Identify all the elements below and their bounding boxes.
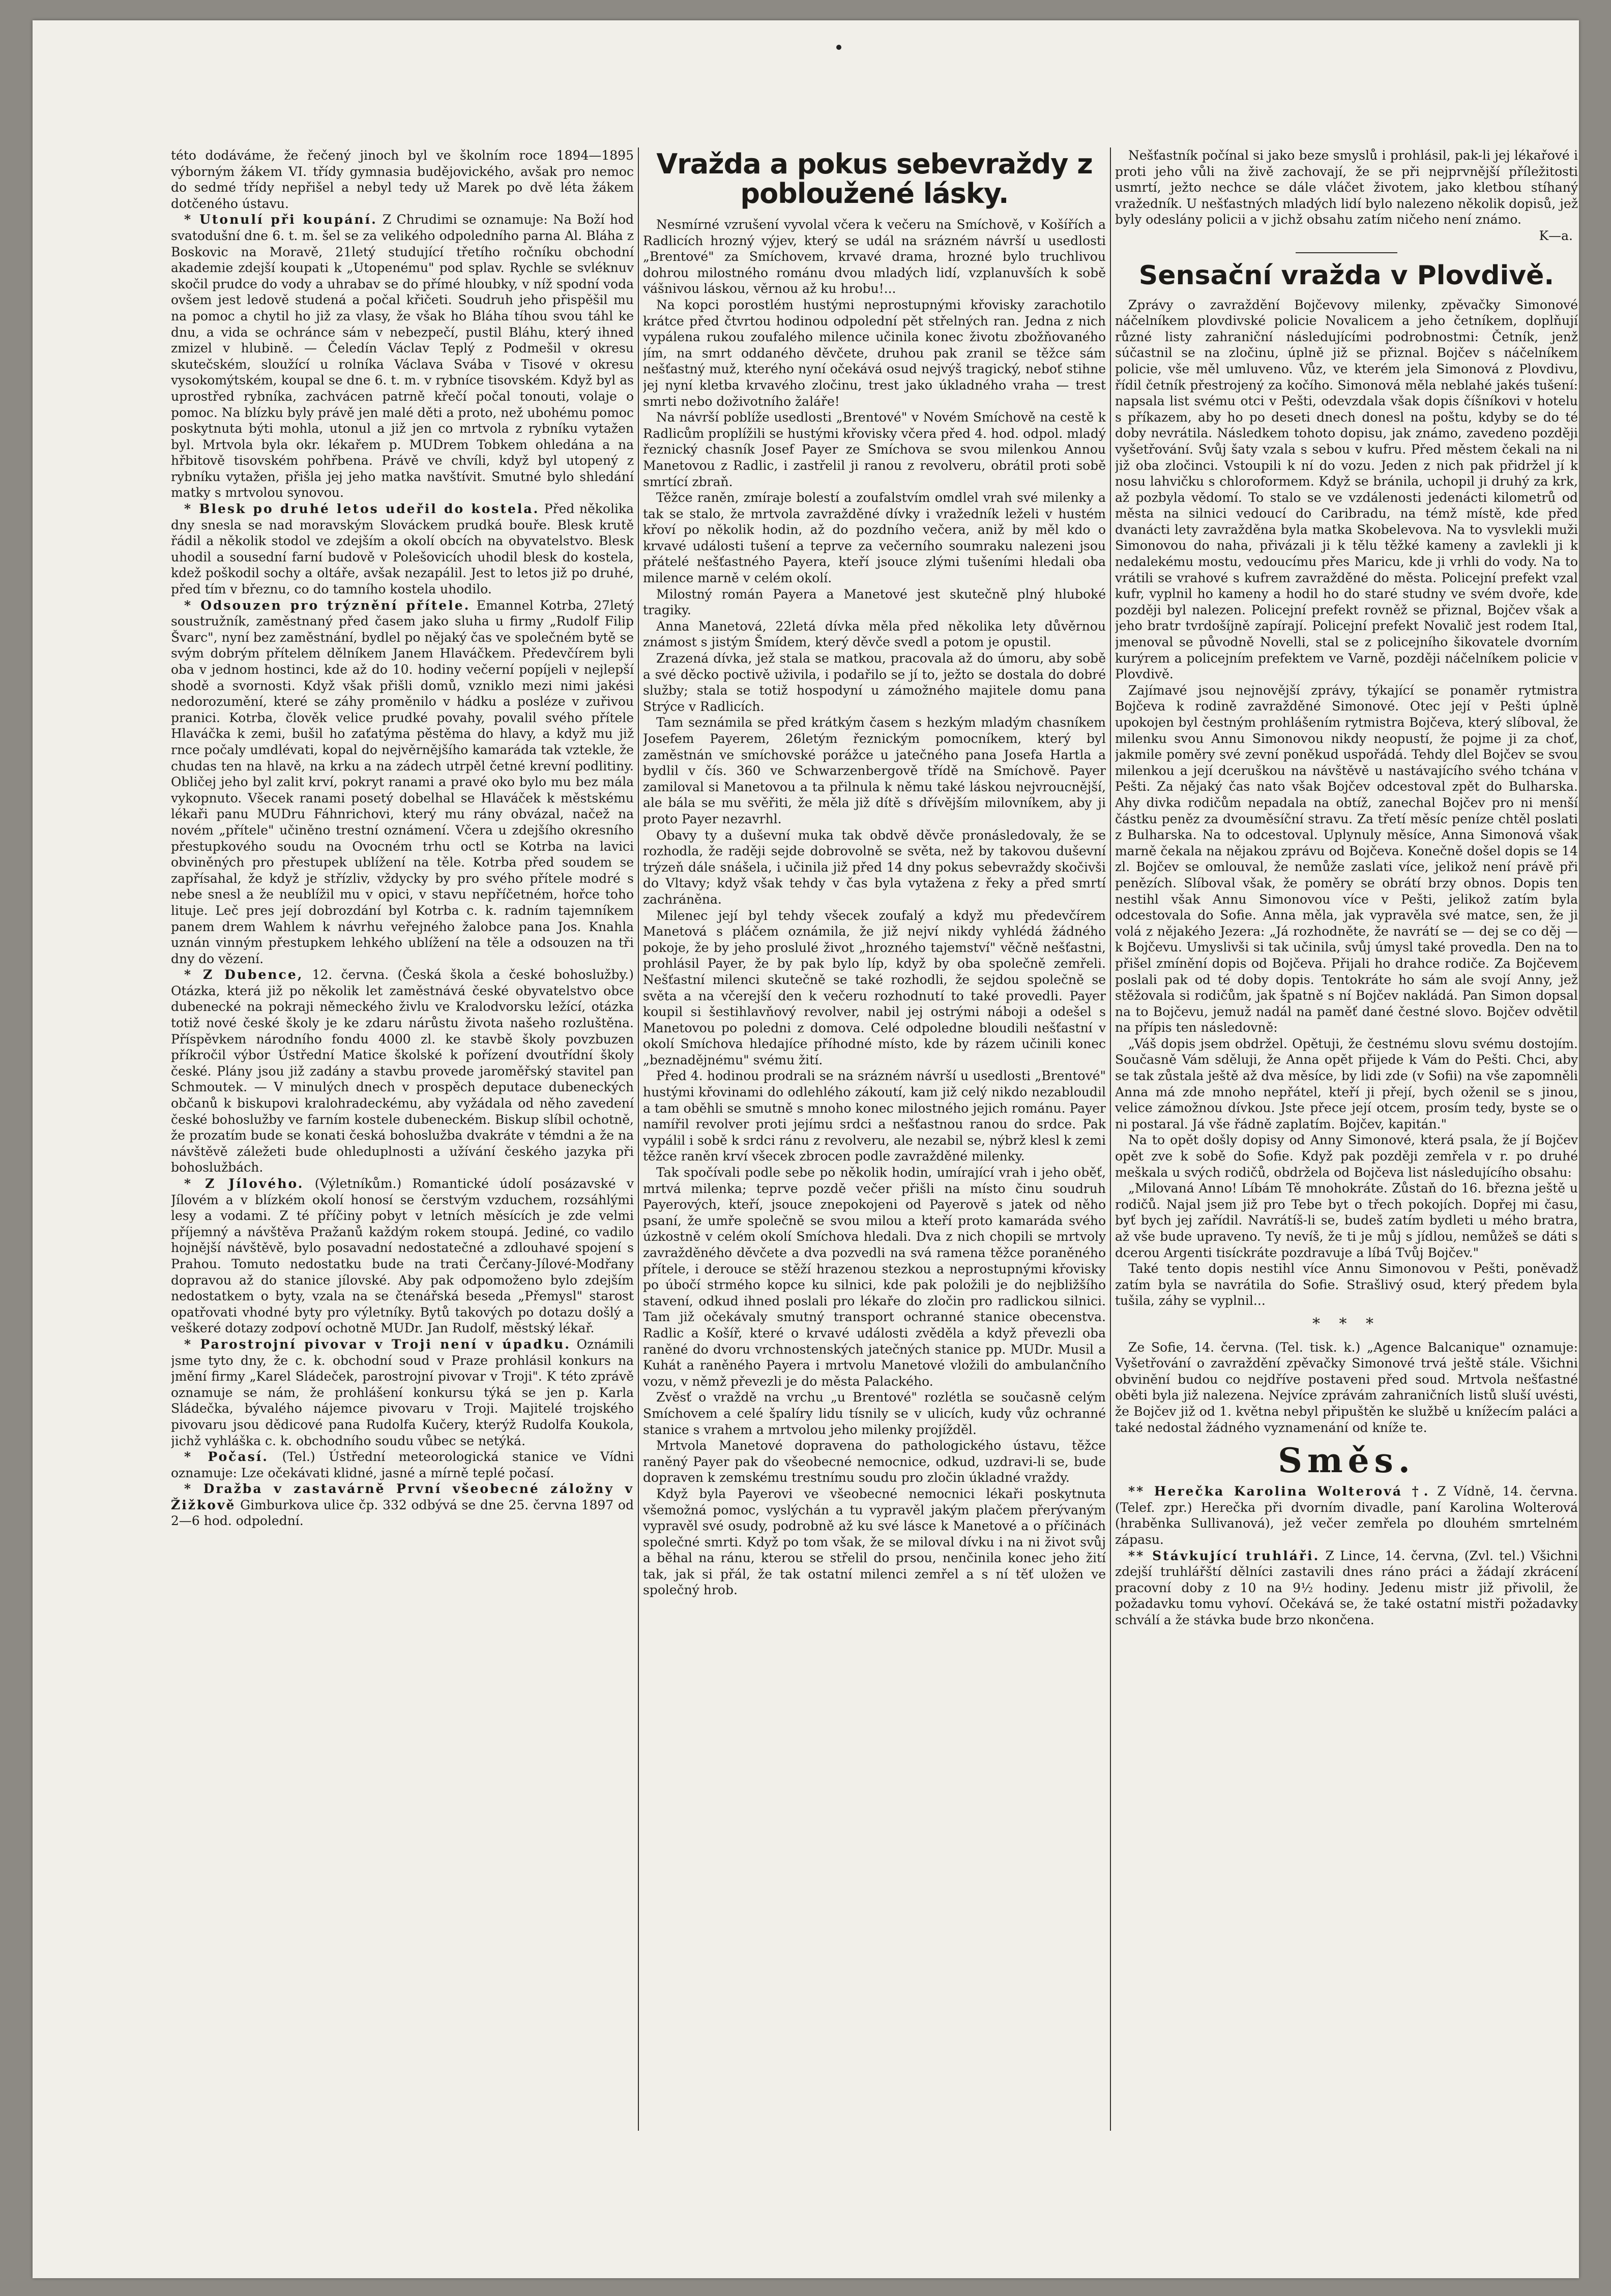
newspaper-page: [33, 20, 1579, 2278]
article-paragraph: Zrazená dívka, jež stala se matkou, pracovala až do úmoru, aby sobě a své děcko poctivě uživila, i podařilo se jí to, ježto se dostala do dobré služby; stala se totiž hospodyní u zámožného majitele domu pana Strýce v Radlicích.: [643, 651, 1106, 714]
news-text-dubenec: 12. června. (Česká škola a české bohoslužby.) Otázka, která již po několik let zaměstnává české obyvatelstvo obce dubenecké na pokraji německého živlu ve Kralodvorsku ležící, otázka totiž nové české školy je ke zdaru nárůstu života našeho rozluštěna. Příspěvkem národního fondu 4000 zl. ke stavbě školy povzbuzen příkročil výbor Ústřední Matice školské k pořízení dvoutřídní školy české. Plány jsou již zadány a stavbu provede jaroměřský stavitel pan Schmoutek. — V minulých dnech v prospěch deputace dubeneckých občanů k biskupovi kralohradeckému, aby vyžádala od něho zavedení české bohoslužby ve farním kostele dubeneckém. Biskup slíbil ochotně, že prozatím bude se konati česká bohoslužba dvakráte v témdni a že na návštěvě záležeti bude ohleduplnosti a užívání českého jazyka při bohoslužbách.: [171, 967, 634, 1175]
news-text-pocasi: (Tel.) Ústřední meteorologická stanice ve Vídni oznamuje: Lze očekávati klidné, jasné a mírně teplé počasí.: [171, 1449, 634, 1480]
news-item-dubenec: [171, 967, 634, 1176]
article-paragraph: Milostný román Payera a Manetové jest skutečně plný hluboké tragiky.: [643, 586, 1106, 618]
article-paragraph: Mrtvola Manetové dopravena do pathologického ústavu, těžce raněný Payer pak do všeobecné nemocnice, odkud, uzdravi-li se, bude dopraven k zemskému trestnímu soudu pro zločin úkladné vraždy.: [643, 1438, 1106, 1485]
article-paragraph: Těžce raněn, zmíraje bolestí a zoufalstvím omdlel vrah své milenky a tak se stalo, že mrtvola zavražděné dívky i vražedník leželi v hustém křoví po několik hodin, až do pozdního večera, aniž by měl kdo o krvavé události tušení a teprve za večerního soumraku nalezeni jsou přátelé nešťastného Payera, kteří jsouce zlými tušeními hledali oba milence marně v celém okolí.: [643, 490, 1106, 586]
news-text-utonuli: Z Chrudimi se oznamuje: Na Boží hod svatodušní dne 6. t. m. šel se za velikého odpoledního parna Al. Bláha z Boskovic na Moravě, 21letý studující třetího ročníku obchodní akademie zdejší koupati k „Utopenému" pod splav. Rychle se svléknuv skočil prudce do vody a uhrabav se do přímé hloubky, v níž spodní voda ovšem jest ledově studená a počal křičeti. Soudruh jeho přispěšil mu na pomoc a chytil ho již za vlasy, že však ho Bláha tíhou svou táhl ke dnu, a vida se ochránce sám v nebezpečí, pustil Bláhu, který ihned zmizel v hlubině. — Čeledín Václav Teplý z Podmešil v okresu skutečském, sloužící u rolníka Václava Svába v Tisové v okresu vysokomýtském, koupal se dne 6. t. m. v rybníce tisovském. Když byl as uprostřed rybníka, zachvácen patrně křečí počal tonouti, volaje o pomoc. Na blízku byly právě jen malé děti a proto, než ubohému pomoc poskytnuta býti mohla, utonul a již jen co mrtvola z rybníku vytažen byl. Mrtvola byla okr. lékařem p. MUDrem Tobkem ohledána a na hřbitově tisovském pohřbena. Právě ve chvíli, když byl utopený z rybníku vytažen, přišla jej jeho matka navštívit. Smutné bylo shledání matky s mrtvolou synovou.: [171, 212, 634, 500]
punch-hole-mark: [836, 45, 841, 50]
news-text-jilove: (Výletníkům.) Romantické údolí posázavské v Jílovém a v blízkém okolí honosí se čerstvým vzduchem, rozsáhlými lesy a vodami. Z té příčiny pobyt v letních měsících je zde velmi příjemný a návštěva Pražanů každým rokem stoupá. Jediné, co vadilo hojnější návštěvě, bylo posavadní nedostatečné a zdlouhavé spojení s Prahou. Tomuto nedostatku bude na trati Čerčany-Jílové-Modřany dopravou až do stanice jílovské. Aby pak odpomoženo bylo zdejším nedostatkem o byty, vzala na se čtenářská beseda „Přemysl" starost opatřovati vhodné byty pro výletníky. Bytů takových po dotazu došlý a veškeré dotazy zodpoví ochotně MUDr. Jan Rudolf, městský lékař.: [171, 1176, 634, 1336]
news-item-drazba: [171, 1481, 634, 1529]
rubric-dubenec: * Z Dubence,: [184, 967, 304, 982]
article-paragraph: Zvěsť o vraždě na vrchu „u Brentové" rozlétla se současně celým Smíchovem a celé špalíry lidu tísnily se v ulicích, kudy vůz ochranné stanice s vrahem a mrtvolou jeho milenky projížděl.: [643, 1390, 1106, 1437]
rubric-pocasi: * Počasí.: [184, 1449, 269, 1465]
news-item-utonuli: [171, 212, 634, 501]
rubric-drazba: * Dražba v zastavárně První všeobecné záložny v Žižkově: [171, 1481, 634, 1512]
rubric-wolterova: ** Herečka Karolina Wolterová †.: [1128, 1484, 1430, 1499]
rubric-truhlari: ** Stávkující truhláři.: [1128, 1548, 1320, 1563]
article-paragraph: Také tento dopis nestihl více Annu Simonovou v Pešti, poněvadž zatím byla se navrátila do Sofie. Strašlivý osud, který předem byla tušila, záhy se vyplnil...: [1115, 1261, 1578, 1308]
article-paragraph: Obavy ty a duševní muka tak obdvě děvče pronásledovaly, že se rozhodla, že raději sejde dobrovolně se světa, než by takovou duševní trýzeň dále snášela, i učinila již před 14 dny pokus sebevraždy skočivši do Vltavy; když však tehdy v čas byla vytažena z řeky a před smrtí zachráněna.: [643, 827, 1106, 907]
middle-column: [643, 147, 1106, 2151]
news-item-pocasi: [171, 1449, 634, 1481]
article-paragraph: Na návrší poblíže usedlosti „Brentové" v Novém Smíchově na cestě k Radlicům proplížili se hustými křovisky včera před 4. hod. odpol. mladý řeznický chasník Josef Payer ze Smíchova se svou milenkou Annou Manetovou z Radlic, i zastřelil ji ranou z revolveru, obrátil proti sobě smrtící zbraň.: [643, 410, 1106, 489]
news-item-jilove: [171, 1176, 634, 1336]
news-item-blesk: [171, 501, 634, 598]
article-paragraph: Zajímavé jsou nejnovější zprávy, týkající se ponaměr rytmistra Bojčeva k rodině zavražděné Simonové. Otec její v Pešti úplně upokojen byl čestným prohlášením rytmistra Bojčeva, který slíboval, že milenku svou Annu Simonovou nikdy neopustí, že pojme ji za choť, jakmile poměry své zevní poněkud uspořádá. Tehdy dlel Bojčev se svou milenkou a její dceruškou na návštěvě u nastávajícího svého tchána v Pešti. Za nějaký čas nato však Bojčev odcestoval zpět do Bulharska. Ahy divka rodičům nepadala na obtíž, zanechal Bojčev pro ni menší částku peněz za dvouměsíční stravu. Za třetí měsíc peníze chtěl poslati z Bulharska. Na to odcestoval. Uplynuly měsíce, Anna Simonová však marně čekala na nějakou zprávu od Bojčeva. Konečně došel dopis se 14 zl. Bojčev se omlouval, že nemůže zaslati více, jelikož není právě při penězích. Slíboval však, že poměry se obrátí brzy obnos. Dopis ten nestihl však Annu Simonovou více v Pešti, jelikož zatím byla odcestovala do Sofie. Anna měla, jak vypravěla své matce, sen, že ji volá z nějakého Jezera: „Já rozhodněte, že navrátí se — dej se co děj — k Bojčevu. Umyslivši si tak učinila, svůj úmysl také provedla. Den na to přišel zmínění dopis od Bojčeva. Přijali ho drahce rodiče. Za Bojčevem poslali pak od té doby dopis. Tentokráte ho sám ale svojí Anny, jež stěžovala si rodičům, jak špatně s ní Bojčev nakládá. Pan Simon dopsal na to Bojčevu, jemuž nadál na paměť dané čestné slovo. Bojčev odvětil na přípis ten následovně:: [1115, 682, 1578, 1035]
news-text-truhlari: Z Lince, 14. června, (Zvl. tel.) Všichni zdejší truhlářští dělníci zastavili dnes ráno práci a žádají zkrácení pracovní doby z 10 na 9½ hodiny. Jedenu mistr již přivolil, že požadavku tomu vyhoví. Očekává se, že také ostatní mistři požadavky schválí a že stávka bude brzo nkončena.: [1115, 1548, 1578, 1627]
rubric-utonuli: * Utonulí při koupání.: [184, 212, 377, 227]
author-signature: K—a.: [1539, 228, 1573, 243]
column-rule-right: [1110, 147, 1111, 2131]
rubric-jilove: * Z Jílového.: [184, 1176, 304, 1191]
news-text-blesk: Před několika dny snesla se nad moravským Slováckem prudká bouře. Blesk krutě řádil a několik stodol ve zdejším a okolí obcích na obyvatelstvo. Blesk uhodil a sousední farní budově v Polešovicích uhodil blesk do kostela, kdež poškodil sochy a oltáře, avšak nezapálil. Jest to letos již po druhé, před tím v březnu, co do tamního kostela uhodilo.: [171, 501, 634, 597]
section-heading-smes: Směs.: [1278, 1441, 1415, 1481]
column-rule-left: [638, 147, 639, 2131]
news-text-drazba: Gimburkova ulice čp. 332 odbývá se dne 25. června 1897 od 2—6 hod. odpolední.: [171, 1497, 634, 1529]
article-paragraph: Na to opět došly dopisy od Anny Simonové, která psala, že jí Bojčev opět zve k sobě do Sofie. Když pak později zemřela v r. po druhé meškala u svých rodičů, obdržela od Bojčeva list následujícího obsahu:: [1115, 1132, 1578, 1180]
right-column: [1115, 147, 1578, 2151]
news-item-truhlari: [1115, 1548, 1578, 1628]
news-text-wolterova: Z Vídně, 14. června. (Telef. zpr.) Herečka při dvorním divadle, paní Karolina Wolterová (hraběnka Sullivanová), jež večer zemřela po dlouhém smrtelném zápasu.: [1115, 1484, 1578, 1547]
headline-plovdiv: Sensační vražda v Plovdivě.: [1138, 260, 1555, 291]
article-continuation: této dodáváme, že řečený jinoch byl ve školním roce 1894—1895 výborným žákem VI. třídy gymnasia budějovického, avšak pro nemoc do sedmé třídy nepřišel a nebyl tedy už Marek po dvě léta žákem dotčeného ústavu.: [171, 148, 634, 211]
news-item-odsouzen: [171, 598, 634, 967]
article-paragraph: Na kopci porostlém hustými neprostupnými křovisky zarachotilo krátce před čtvrtou hodinou odpolední pět střelných ran. Jedna z nich vypálena rukou zoufalého milence učinila konec životu zbožňovaného jím, na smrt oddaného děvčete, druhou pak zranil se těžce sám nešťastný muž, kterého nyní očekává osud nejvýš tragický, neboť stihne jej nyní kletba krvavého zločinu, trest jako úkladného vraha — trest smrti nebo doživotního žaláře!: [643, 297, 1106, 409]
rubric-blesk: * Blesk po druhé letos udeřil do kostela.: [184, 501, 540, 517]
telegram-paragraph: Ze Sofie, 14. června. (Tel. tisk. k.) „Agence Balcanique" oznamuje: Vyšetřování o zavraždění zpěvačky Simonové trvá ještě stále. Všichni obvinění budou co nejdříve postaveni před soud. Mrtvola nešťastné oběti byla již nalezena. Nejvíce zprávám zahraničních listů sluší uvésti, že Bojčev již od 1. května nebyl připuštěn ke službě u knížecím paláci a také nedostal žádného vyznamenání od kníže te.: [1115, 1339, 1578, 1435]
news-item-pivovar: [171, 1336, 634, 1449]
asterism-divider: * * *: [1312, 1315, 1381, 1333]
news-item-wolterova: [1115, 1483, 1578, 1547]
article-paragraph: Nesmírné vzrušení vyvolal včera k večeru na Smíchově, v Košířích a Radlicích hrozný výjev, který se udál na srázném návrší u usedlosti „Brentové" za Smíchovem, krvavé drama, hrozné bylo truchlivou dohrou milostného románu dvou mladých lidí, vzplanuvších k sobě vášnivou láskou, věrnou až ku hrobu!...: [643, 217, 1106, 296]
quoted-letter: „Milovaná Anno! Líbám Tě mnohokráte. Zůstaň do 16. března ještě u rodičů. Najal jsem již pro Tebe byt o třech pokojích. Dopřej mi času, byť bych jej zařídil. Navrátíš-li se, budeš zatím bydleti u mého bratra, až vše bude upraveno. Ty nevíš, že ti je můj s jídlou, nemůžeš se dáti s dcerou Argenti tisíckráte pozdravuje a líbá Tvůj Bojčev.": [1115, 1181, 1578, 1260]
news-text-odsouzen: Emannel Kotrba, 27letý soustružník, zaměstnaný před časem jako sluha u firmy „Rudolf Filip Švarc", nyní bez zaměstnání, bydlel po nějaký čas ve společném bytě se svým dobrým přítelem dělníkem Janem Hlaváčkem. Předevčírem byli oba v jednom hostinci, kde až do 10. hodiny večerní popíjeli v nejlepší shodě a svornosti. Když však přišli domů, vzniklo mezi nimi jakési nedorozumění, které se záhy proměnilo v hádku a posléze v zuřivou pranici. Kotrba, člověk velice prudké povahy, povalil svého přítele Hlaváčka k zemi, bušil ho zaťatýma pěstěma do hlavy, a když mu již rnce počaly umdlévati, kopal do nejvěrnějšího kamaráda tak vztekle, že chudas ten na hlavě, na krku a na zádech utrpěl četné krevní podlitiny. Obličej jeho byl zalit krví, pokryt ranami a pravé oko bylo mu bez mála vykopnuto. Všecek ranami posetý dobelhal se Hlaváček k městskému lékaři panu MUDru Fáhnrichovi, který mu rány obvázal, načež na novém „přítele" učiněno trestní oznámení. Včera u zdejšího okresního přestupkového soudu na Ovocném trhu octl se Kotrba na lavici obviněných pro přestupek ublížení na těle. Kotrba před soudem se zapřísahal, že když je střízliv, vždycky by pro svého přítele modré s nebe snesl a že neublížil mu v opici, v stavu nepříčetném, hořce toho lituje. Leč pres její dobrozdání byl Kotrba c. k. radním tajemníkem panem drem Wahlem k návrhu veřejného žalobce pana Jos. Knahla uznán vinným přestupkem lehkého ublížení na těle a odsouzen na tři dny do vězení.: [171, 598, 634, 966]
article-paragraph: Když byla Payerovi ve všeobecné nemocnici lékaři poskytnuta všemožná pomoc, vyslýchán a tu vypravěl jakým plačem přerývaným vypravěl své osudy, podrobně až ku své lásce k Manetové a o příčinách společné smrti. Když po tom však, že se miloval dívku i na ni život svůj a běhal na ránu, kterou se střelil do prsou, nenčinila konec jeho žití tak, jak si přál, že tak ostatní milenci zemřel a s ní těť uložen ve společný hrob.: [643, 1486, 1106, 1598]
article-paragraph: Zprávy o zavraždění Bojčevovy milenky, zpěvačky Simonové náčelníkem plovdivské policie Novalicem a jeho četníkem, doplňují různé listy zahraniční následujícími podrobnostmi: Četník, jenž súčastnil se na zločinu, úplně již se přiznal. Bojčev s náčelníkem policie, vše měl umluveno. Vůz, ve kterém jela Simonová z Plovdivu, řídil četník přestrojený za kočího. Simonová měla neblahé jakés tušení: napsala list svému otci v Pešti, odevzdala však dopis číšníkovi v hotelu s příkazem, aby ho po deseti dnech donesl na poštu, kdyby se do té doby nevrátila. Následkem tohoto dopisu, jak známo, zavedeno později vyšetřování. Svůj šaty vzala s sebou v kufru. Před městem čekali na ni již oba zločinci. Vstoupili k ní do vozu. Jeden z nich pak přidržel jí k nosu lahvičku s chloroformem. Když se bránila, uchopil ji druhý za krk, až pozbyla vědomí. To stalo se ve vzdálenosti jedenácti kilometrů od města na silnici vedoucí do Caribradu, na témž místě, kde před dvanácti lety zavražděna byla matka Skobelevova. Na to vysvlekli muži Simonovou do naha, přivázali ji k tělu těžké kameny a zavlekli ji k nedalekému mostu, vedoucímu přes Maricu, kde ji vrhli do vody. Na to vrátili se vrahové s kufrem zavražděné do města. Policejní prefekt vzal kufr, vyplnil ho kameny a hodil ho do staré studny ve svém dvoře, kde později byl nalezen. Policejní prefekt rovněž se přiznal, Bojčev však a jeho bratr tvrdošíjně zapírají. Policejní prefekt Novalič jest rodem Ital, jmenoval se původně Novelli, stal se z policejního šikovatele dvorním kurýrem a policejním prefektem ve Varně, později náčelníkem policie v Plovdivě.: [1115, 297, 1578, 682]
article-paragraph: Před 4. hodinou prodrali se na srázném návrší u usedlosti „Brentové" hustými křovinami do odlehlého zákoutí, kam již celý nikdo nezabloudil a tam oběhli se smutně s mnoho konec milostného jejich románu. Payer namířil revolver proti jejímu srdci a nešťastnou ranou do srdce. Pak vypálil i sobě k srdci ránu z revolveru, ale nezabil se, nýbrž klesl k zemi těžce raněn krví všecek zbrocen podle zavražděné milenky.: [643, 1068, 1106, 1164]
article-paragraph: Tam seznámila se před krátkým časem s hezkým mladým chasníkem Josefem Payerem, 26letým řeznickým pomocníkem, který byl zaměstnán ve smíchovské porážce u jatečného pana Josefa Hartla a bydlil v čís. 360 ve Schwarzenbergově třídě na Smíchově. Payer zamiloval si Manetovou a ta přilnula k němu také láskou nejvroucnější, ale bála se mu svěřiti, že měla již dítě s dřívějším milovníkem, aby ji proto Payer nezavrhl.: [643, 715, 1106, 826]
article-paragraph: Tak spočívali podle sebe po několik hodin, umírající vrah i jeho oběť, mrtvá milenka; teprve pozdě večer přišli na místo činu soudruh Payerových, kteří, jsouce znepokojeni od Payerově s jatek od něho psaní, že umře společně se svou milou a kteří proto kamaráda svého úzkostně v celém okolí Smíchova hledali. Dva z nich chopili se mrtvoly zavražděného děvčete a dva pozvedli na svá ramena těžce poraněného přítele, i derouce se stěží hrazenou stezkou a neprostupnými křovisky po úbočí strmého kopce ku silnici, kde pak položili je do nejbližšího stavení, odkud ihned poslali pro lékaře do zločin pro radlickou silnici. Tam již očekávaly smutný transport ochranné stanice obecenstva. Radlic a Košíř, které o krvavé události zvěděla a když převezli oba raněné do dvoru vrchnostenských jatečných stanice pp. MUDr. Musil a Kuhát a raněného Payera i mrtvolu Manetové vložili do ambulančního vozu, v němž převezli je do města Palackého.: [643, 1165, 1106, 1389]
quoted-letter: „Váš dopis jsem obdržel. Opětuji, že čestnému slovu svému dostojím. Současně Vám sděluji, že Anna opět přijede k Vám do Pešti. Chci, aby se tak zůstala ještě až dva měsíce, by lidi zde (v Sofii) na vše zapomněli Anna má zde mnoho nepřátel, kteří ji přejí, bych oženil se s jinou, velice zámožnou dívkou. Jste přece její otcem, prosím tedy, byste se o ni postaral. Já vše řádně zaplatím. Bojčev, kapitán.": [1115, 1036, 1578, 1131]
article-paragraph: Milenec její byl tehdy všecek zoufalý a když mu předevčírem Manetová s pláčem oznámila, že již nejví nikdy vyhlédá žádného pokoje, že by jeho proslulé život „hrozného tajemství" věčně nešťastni, prohlásil Payer, že by pak bylo líp, když by oba společně zemřeli. Nešťastní milenci skutečně se také rozhodli, že sejdou společně se světa a na včerejší den k večeru rozhodnutí to také provedli. Payer koupil si šestihlavňový revolver, nabil jej ostrými náboji a odešel s Manetovou po poledni z domova. Celé odpoledne bloudili nešťastní v okolí Smíchova hledajíce příhodné místo, kde by rázem učinili konec „beznadějnému" svému žití.: [643, 908, 1106, 1067]
headline-vrazda: Vražda a pokus sebevraždy z pobloužené lásky.: [656, 148, 1093, 210]
rubric-pivovar: * Parostrojní pivovar v Troji není v úpadku.: [184, 1336, 571, 1352]
news-text-pivovar: Oznámili jsme tyto dny, že c. k. obchodní soud v Praze prohlásil konkurs na jmění firmy „Karel Sládeček, parostrojní pivovar v Troji". K této zprávě oznamuje se nám, že prohlášení konkursu týká se jen p. Karla Sládečka, bývalého nájemce pivovaru v Troji. Majitelé trojského pivovaru jsou dědicové pana Rudolfa Kučery, kterýž Rudolfa Koukola, jichž vyhláška c. k. obchodního soudu vůbec se netýká.: [171, 1336, 634, 1448]
article-paragraph: Anna Manetová, 22letá dívka měla před několika lety důvěrnou známost s jistým Šmídem, který děvče svedl a potom je opustil.: [643, 618, 1106, 650]
rubric-odsouzen: * Odsouzen pro trýznění přítele.: [184, 598, 471, 613]
section-divider: [1296, 252, 1397, 253]
left-column: [171, 147, 634, 2151]
article-paragraph: Nešťastník počínal si jako beze smyslů i prohlásil, pak-li jej lékařové i proti jeho vůli na živě zachovají, že se při nejprvnější příležitosti usmrtí, ježto nechce se dále vláčet životem, jako kletbou stíhaný vražedník. U nešťastných mladých lidí bylo nalezeno několik dopisů, jež byly odeslány policii a v jichž obsahu zatím ničeho není známo.: [1115, 148, 1578, 227]
